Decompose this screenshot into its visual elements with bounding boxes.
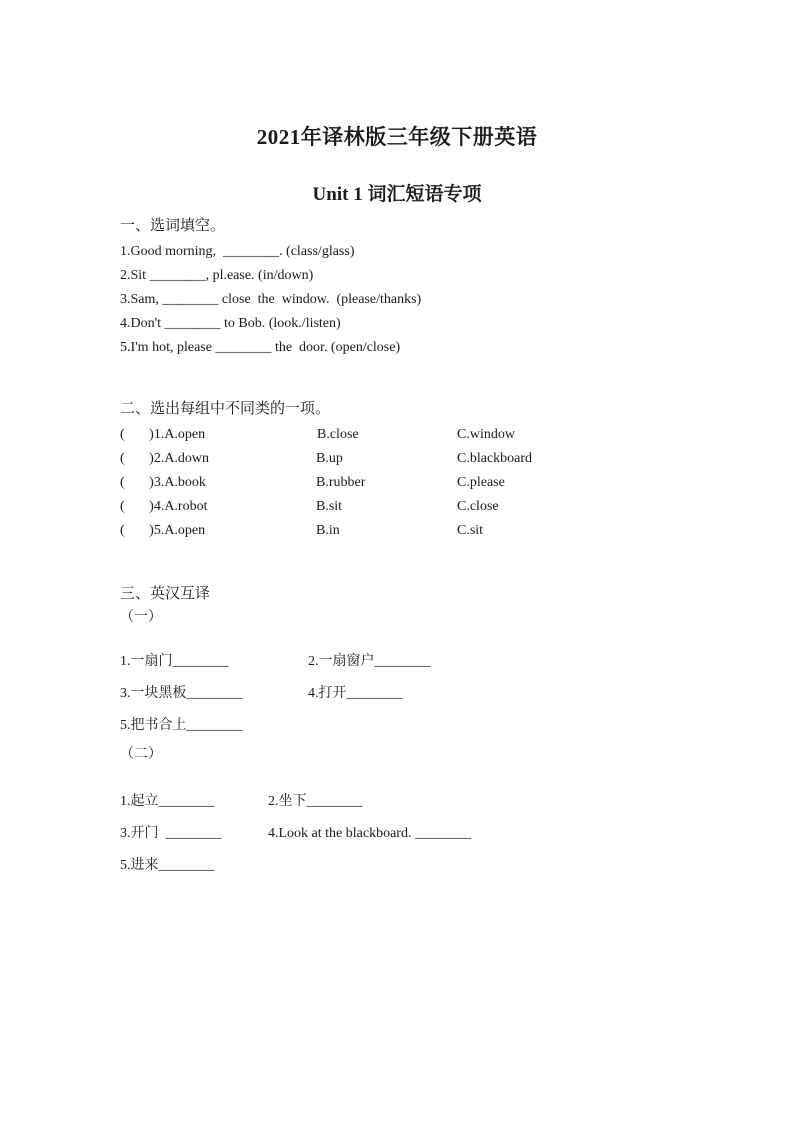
section1-item: 4.Don't ________ to Bob. (look./listen) — [120, 316, 341, 331]
translation-item: 4.Look at the blackboard. ________ — [268, 826, 471, 841]
choice-c: C.close — [457, 499, 499, 514]
choice-b: B.close — [317, 427, 359, 442]
section3-heading: 三、英汉互译 — [120, 586, 211, 602]
section1-item: 2.Sit ________, pl.ease. (in/down) — [120, 268, 314, 283]
section1-heading: 一、选词填空。 — [120, 218, 226, 234]
choice-question: ( )4.A.robot — [120, 499, 208, 514]
translation-item: 2.一扇窗户________ — [308, 654, 431, 669]
section1-item: 3.Sam, ________ close the window. (please/thanks) — [120, 292, 422, 307]
translation-item: 4.打开________ — [308, 686, 403, 701]
choice-c: C.sit — [457, 523, 484, 538]
page-title: 2021年译林版三年级下册英语 — [256, 125, 538, 149]
choice-b: B.rubber — [316, 475, 366, 490]
part1-label: （一） — [120, 610, 162, 625]
translation-item: 3.开门 ________ — [120, 826, 222, 841]
section1-item: 5.I'm hot, please ________ the door. (open/close) — [120, 340, 401, 355]
translation-item: 1.起立________ — [120, 794, 215, 809]
choice-b: B.up — [316, 451, 343, 466]
choice-question: ( )3.A.book — [120, 475, 206, 490]
choice-c: C.please — [457, 475, 505, 490]
section2-heading: 二、选出每组中不同类的一项。 — [120, 401, 331, 417]
choice-question: ( )5.A.open — [120, 523, 206, 538]
translation-item: 5.把书合上________ — [120, 718, 243, 733]
choice-question: ( )1.A.open — [120, 427, 206, 442]
section1-item: 1.Good morning, ________. (class/glass) — [120, 244, 355, 259]
page-subtitle: Unit 1 词汇短语专项 — [312, 184, 482, 205]
choice-c: C.window — [457, 427, 515, 442]
choice-b: B.in — [316, 523, 340, 538]
choice-c: C.blackboard — [457, 451, 533, 466]
translation-item: 3.一块黑板________ — [120, 686, 243, 701]
translation-item: 5.进来________ — [120, 858, 215, 873]
part2-label: （二） — [120, 747, 162, 762]
choice-question: ( )2.A.down — [120, 451, 210, 466]
choice-b: B.sit — [316, 499, 343, 514]
translation-item: 1.一扇门________ — [120, 654, 229, 669]
translation-item: 2.坐下________ — [268, 794, 363, 809]
